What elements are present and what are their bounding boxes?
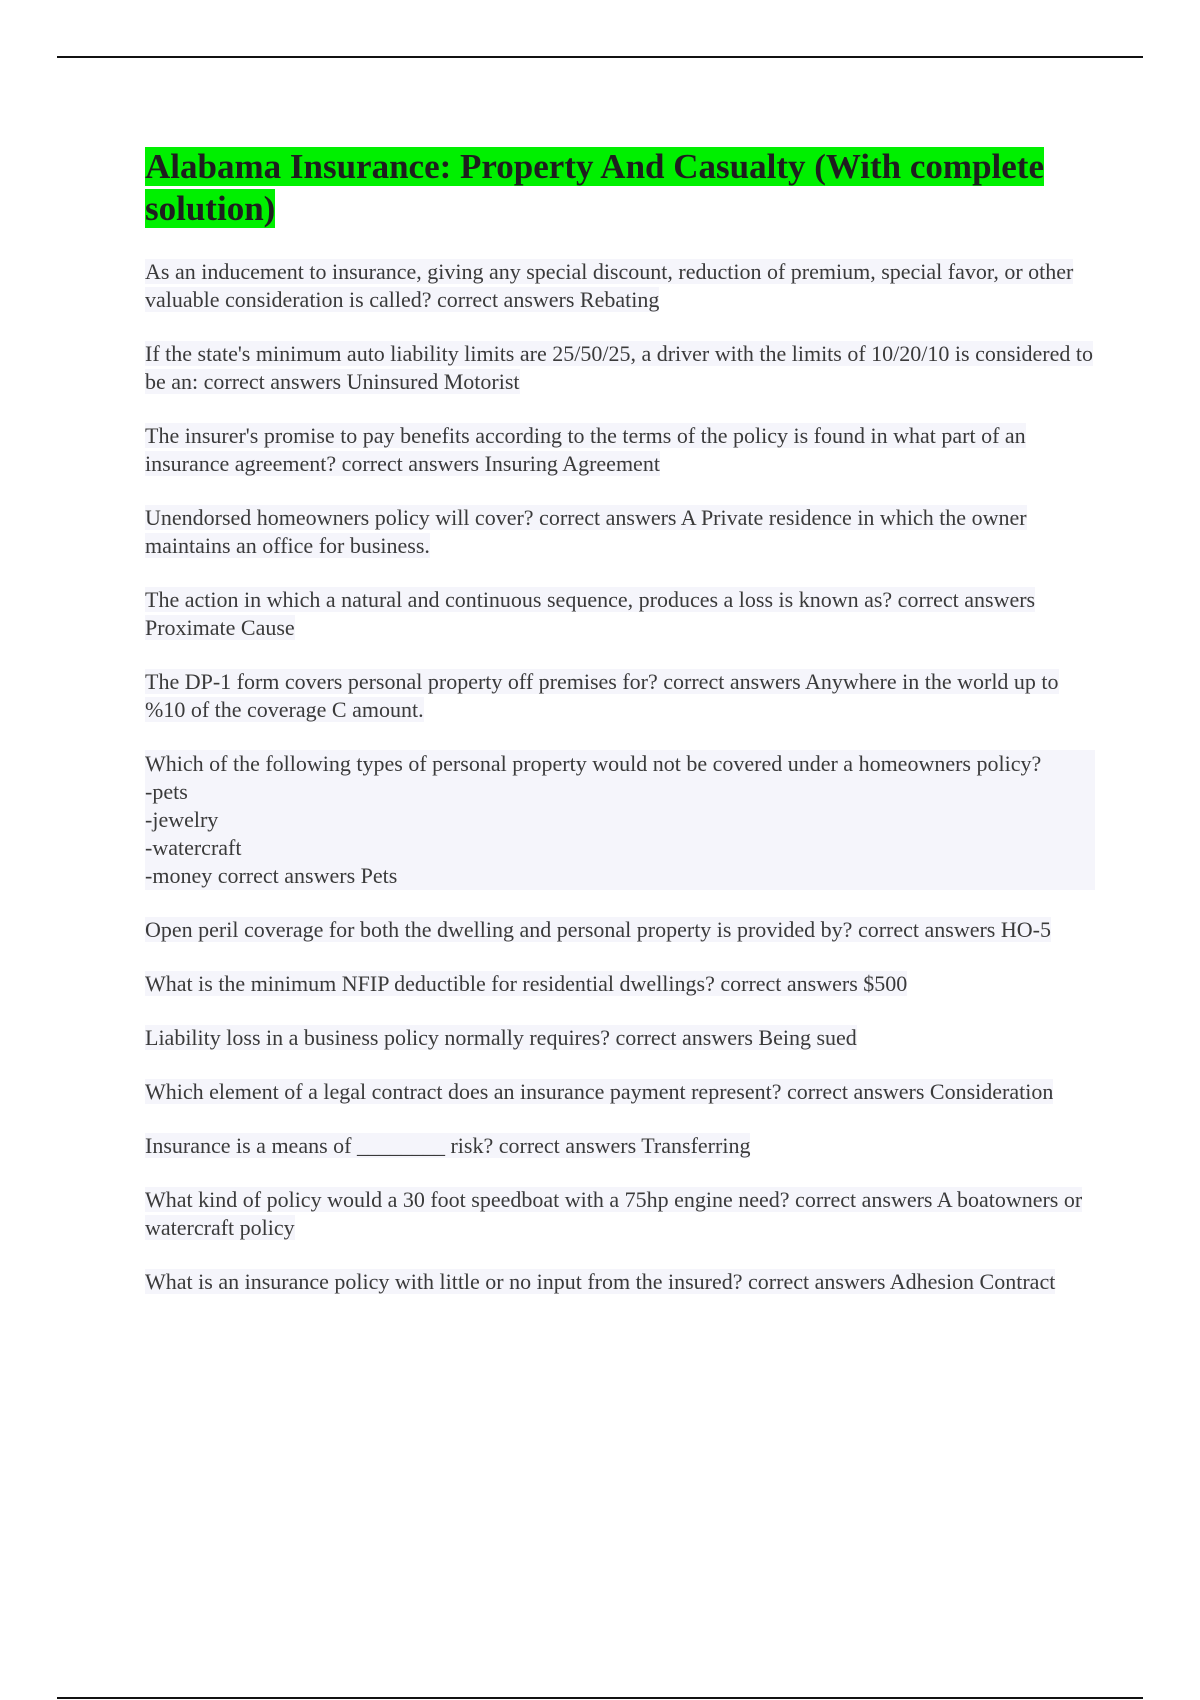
bottom-rule <box>57 1697 1143 1699</box>
qa-item-10 <box>145 1024 1095 1052</box>
qa-text: As an inducement to insurance, giving any special discount, reduction of premium, special favor, or other valuable consideration is called? correct answers Rebating <box>145 259 1074 312</box>
qa-text: The DP-1 form covers personal property off premises for? correct answers Anywhere in the world up to %10 of the coverage C amount. <box>145 669 1059 722</box>
qa-item-12 <box>145 1132 1095 1160</box>
qa-item-11 <box>145 1078 1095 1106</box>
qa-text: What is the minimum NFIP deductible for residential dwellings? correct answers $500 <box>145 971 908 996</box>
qa-item-1 <box>145 258 1095 314</box>
qa-text: If the state's minimum auto liability limits are 25/50/25, a driver with the limits of 10/20/10 is considered to be an: correct answers Uninsured Motorist <box>145 341 1093 394</box>
qa-text: The action in which a natural and continuous sequence, produces a loss is known as? correct answers Proximate Cause <box>145 587 1036 640</box>
document-title <box>145 146 1095 230</box>
qa-text: Insurance is a means of ________ risk? correct answers Transferring <box>145 1133 751 1158</box>
qa-item-8 <box>145 916 1095 944</box>
qa-text: Liability loss in a business policy normally requires? correct answers Being sued <box>145 1025 857 1050</box>
qa-line <box>145 778 1095 806</box>
qa-item-2 <box>145 340 1095 396</box>
qa-item-3 <box>145 422 1095 478</box>
qa-text: -jewelry <box>145 807 219 832</box>
qa-text: -pets <box>145 779 188 804</box>
qa-line <box>145 834 1095 862</box>
qa-item-5 <box>145 586 1095 642</box>
document-title-text: Alabama Insurance: Property And Casualty (With complete solution) <box>145 147 1044 228</box>
qa-text: Which of the following types of personal property would not be covered under a homeowners policy? <box>145 751 1042 776</box>
qa-line <box>145 862 1095 890</box>
qa-text: Open peril coverage for both the dwelling and personal property is provided by? correct answers HO-5 <box>145 917 1051 942</box>
qa-item-9 <box>145 970 1095 998</box>
top-rule <box>57 56 1143 58</box>
qa-item-13 <box>145 1186 1095 1242</box>
document-body <box>145 146 1095 1322</box>
qa-text: Which element of a legal contract does an insurance payment represent? correct answers Consideration <box>145 1079 1054 1104</box>
qa-text: -watercraft <box>145 835 242 860</box>
qa-text: What is an insurance policy with little or no input from the insured? correct answers Adhesion Contract <box>145 1269 1056 1294</box>
qa-item-4 <box>145 504 1095 560</box>
qa-item-14 <box>145 1268 1095 1296</box>
qa-line <box>145 806 1095 834</box>
qa-item-7 <box>145 750 1095 890</box>
qa-text: The insurer's promise to pay benefits according to the terms of the policy is found in what part of an insurance agreement? correct answers Insuring Agreement <box>145 423 1026 476</box>
qa-text: What kind of policy would a 30 foot speedboat with a 75hp engine need? correct answers A boatowners or watercraft policy <box>145 1187 1083 1240</box>
qa-text: Unendorsed homeowners policy will cover? correct answers A Private residence in which the owner maintains an office for business. <box>145 505 1027 558</box>
qa-text: -money correct answers Pets <box>145 863 398 888</box>
qa-item-6 <box>145 668 1095 724</box>
qa-line <box>145 750 1095 778</box>
